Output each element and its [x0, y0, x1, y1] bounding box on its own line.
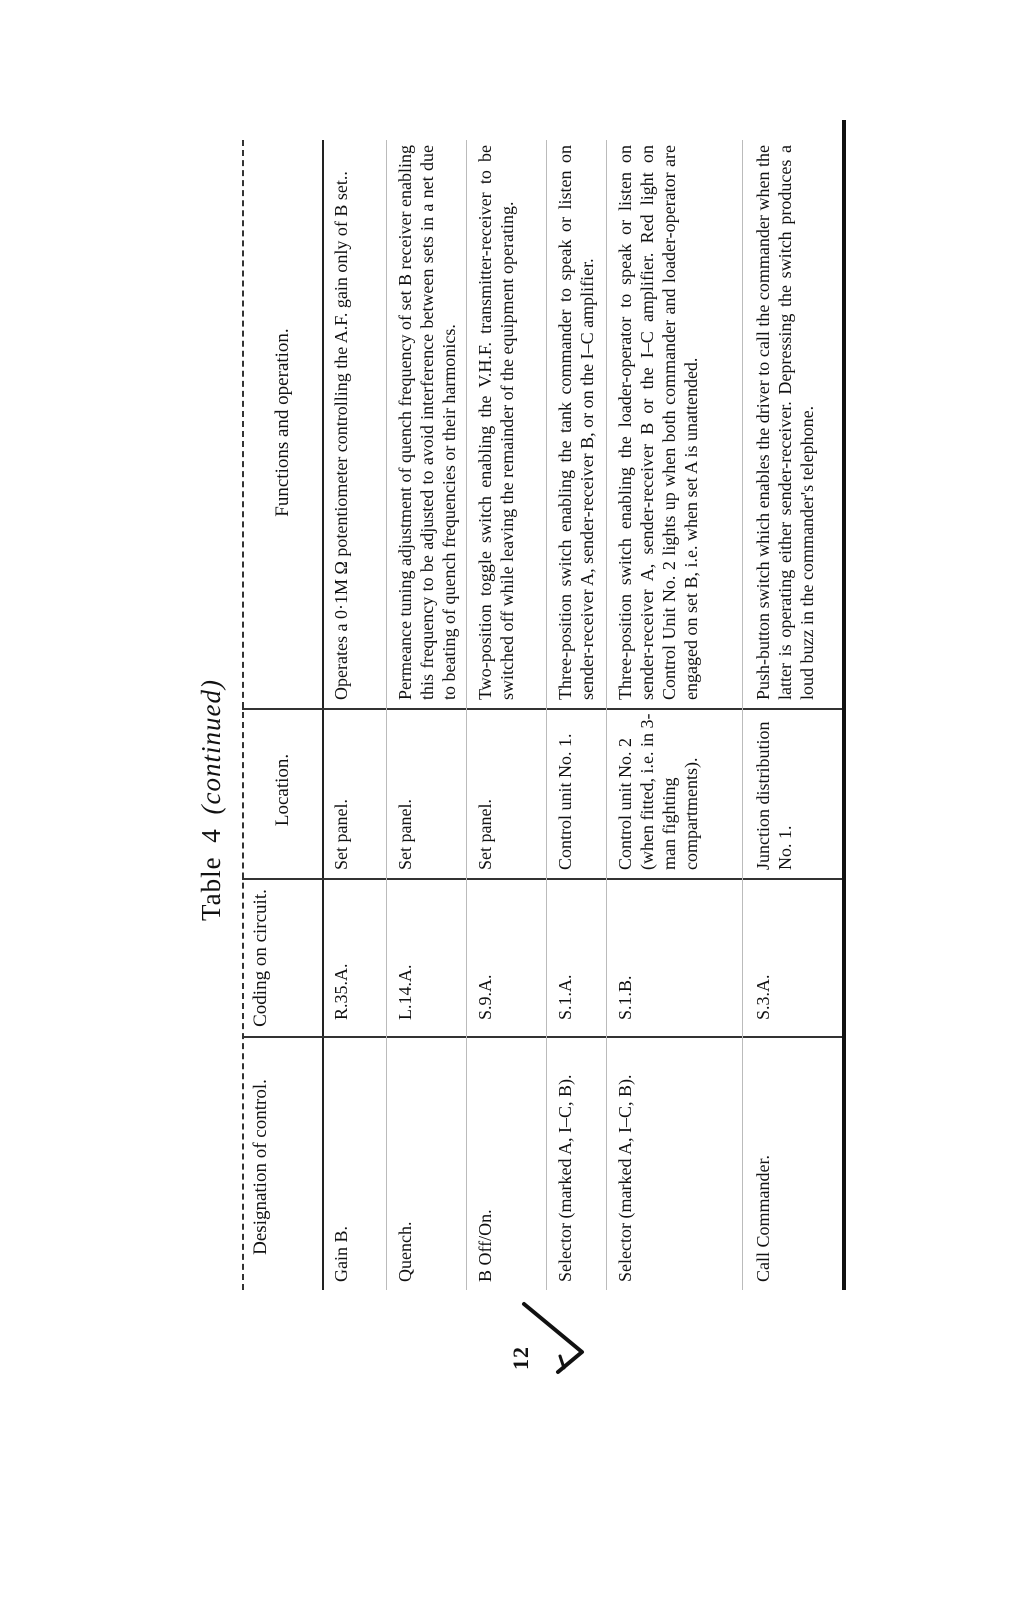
- table-title-suffix: (continued): [196, 678, 226, 815]
- header-functions: Functions and operation.: [272, 328, 293, 517]
- controls-table: [230, 120, 850, 1290]
- row-divider: [386, 140, 387, 1290]
- location-cell: Set panel.: [331, 799, 351, 870]
- table-title-number: 4: [196, 828, 226, 843]
- column-divider: [242, 878, 842, 880]
- coding-cell: S.9.A.: [475, 974, 495, 1020]
- row-divider: [466, 140, 467, 1290]
- location-cell: Control unit No. 1.: [555, 733, 575, 870]
- location-cell: Set panel.: [395, 799, 415, 870]
- header-designation: Designation of control.: [250, 1079, 271, 1255]
- location-cell: Set panel.: [475, 799, 495, 870]
- page-number: 12: [508, 1346, 533, 1370]
- function-cell: Two-position toggle switch enabling the V.H.F. transmitter-receiver to be switched off while leaving the remainder of the equipment operating.: [475, 145, 517, 700]
- row-divider: [546, 140, 547, 1290]
- function-cell: Push-button switch which enables the driver to call the commander when the latter is operating either sender-receiver. Depressing the switch produces a loud buzz in the commander's telephone.: [753, 145, 817, 700]
- table-title-prefix: Table: [196, 856, 226, 922]
- column-divider: [242, 1036, 842, 1038]
- row-divider: [742, 140, 743, 1290]
- designation-cell: Selector (marked A, I–C, B).: [555, 1074, 575, 1282]
- header-location: Location.: [272, 753, 293, 827]
- handwritten-check-mark: [520, 1298, 590, 1378]
- function-cell: Permeance tuning adjustment of quench frequency of set B receiver enabling this frequency to be adjusted to avoid interference between sets in a net due to beating of quench frequencies or their harmonics.: [395, 145, 459, 700]
- table-header-rule: [322, 140, 324, 1290]
- header-coding: Coding on circuit.: [250, 889, 271, 1027]
- designation-cell: Selector (marked A, I–C, B).: [615, 1074, 635, 1282]
- location-cell: Junction distribution No. 1.: [753, 721, 795, 870]
- coding-cell: S.1.A.: [555, 974, 575, 1020]
- table-title: [196, 0, 227, 1600]
- designation-cell: B Off/On.: [475, 1209, 495, 1282]
- coding-cell: S.3.A.: [753, 974, 773, 1020]
- function-cell: Operates a 0·1M Ω potentiometer controlling the A.F. gain only of B set..: [331, 171, 351, 700]
- row-divider: [606, 140, 607, 1290]
- coding-cell: R.35.A.: [331, 963, 351, 1020]
- table-top-rule: [242, 140, 244, 1290]
- function-cell: Three-position switch enabling the loader-operator to speak or listen on sender-receiver A, sender-receiver B or the I–C amplifier. Red light on Control Unit No. 2 lights up when both commander and loader-operator are engaged on set B, i.e. when set A is unattended.: [615, 145, 701, 700]
- table-bottom-rule: [842, 120, 846, 1290]
- location-cell: Control unit No. 2 (when fitted, i.e. in 3-man fighting compartments).: [615, 713, 701, 870]
- coding-cell: S.1.B.: [615, 975, 635, 1020]
- designation-cell: Call Commander.: [753, 1155, 773, 1282]
- function-cell: Three-position switch enabling the tank commander to speak or listen on sender-receiver A, sender-receiver B, or on the I–C amplifier.: [555, 145, 597, 700]
- coding-cell: L.14.A.: [395, 964, 415, 1020]
- designation-cell: Quench.: [395, 1221, 415, 1282]
- designation-cell: Gain B.: [331, 1226, 351, 1282]
